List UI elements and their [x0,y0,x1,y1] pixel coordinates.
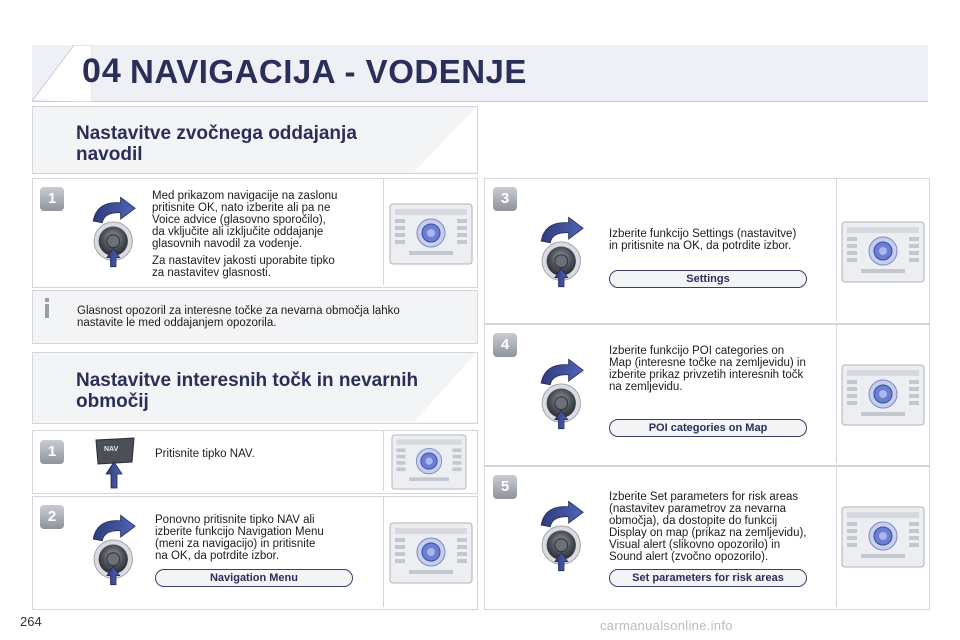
text-line: na zemljevidu. [609,381,683,393]
text-line: na OK, da potrdite izbor. [155,550,280,562]
step-voice-text [152,190,372,279]
ok-knob-press-icon [84,192,148,272]
control-panel-illustration [841,221,925,283]
step-settings-text [609,228,834,252]
control-panel-illustration [389,203,473,265]
text-line: Ponovno pritisnite tipko NAV ali [155,514,315,526]
control-panel-illustration [841,364,925,426]
step-navigation-menu-text [155,514,375,562]
section-corner-cut [414,352,478,424]
step-number-badge: 1 [40,440,64,464]
nav-key-press-icon [92,436,138,490]
page-number: 264 [20,614,42,629]
text-line: da vključite ali izključite oddajanje [152,226,324,238]
step-number-badge: 1 [40,187,64,211]
text-line: za nastavitev glasnosti. [152,267,271,279]
ok-knob-press-icon [532,212,596,292]
text-line: Izberite Set parameters for risk areas [609,491,799,503]
section-voice-title-line1: Nastavitve zvočnega oddajanja [76,123,357,144]
text-line: nastavite le med oddajanjem opozorila. [77,317,277,329]
text-line: Display on map (prikaz na zemljevidu), [609,527,807,539]
text-line: (meni za navigacijo) in pritisnite [155,538,316,550]
text-line: Sound alert (zvočno opozorilo). [609,551,769,563]
text-line: Za nastavitev jakosti uporabite tipko [152,255,335,267]
ok-knob-press-icon [532,496,596,576]
navigation-menu-label: Navigation Menu [155,569,353,587]
info-note-text [77,305,467,329]
section-voice-title [76,123,357,165]
step-number-badge: 3 [493,187,517,211]
text-line: izberite prikaz privzetih interesnih točk [609,369,804,381]
settings-label: Settings [609,270,807,288]
nav-key-label: NAV [104,446,119,453]
ok-knob-press-icon [532,354,596,434]
watermark: carmanualsonline.info [600,618,733,633]
page-title: NAVIGACIJA - VODENJE [130,53,527,90]
text-line: Map (interesne točke na zemljevidu) in [609,357,806,369]
text-line: Izberite funkcijo Settings (nastavitve) [609,228,797,240]
poi-categories-label: POI categories on Map [609,419,807,437]
text-line: Visual alert (slikovno opozorilo) in [609,539,781,551]
step-number-badge: 4 [493,333,517,357]
text-line: Voice advice (glasovno sporočilo), [152,214,326,226]
text-line: Med prikazom navigacije na zaslonu [152,190,338,202]
section-poi-title-line2: območij [76,391,149,412]
step-press-nav-text: Pritisnite tipko NAV. [155,448,255,460]
control-panel-illustration [389,522,473,584]
chapter-number: 04 [82,52,122,90]
ok-knob-press-icon [84,510,148,590]
section-poi-title [76,370,418,412]
text-line: pritisnite OK, nato izberite ali pa ne [152,202,331,214]
step-risk-areas-text [609,491,839,563]
text-line: območja), da dostopite do funkcij [609,515,778,527]
step-number-badge: 2 [40,505,64,529]
control-panel-illustration [389,434,469,490]
text-line: glasovnih navodil za vodenje. [152,238,303,250]
text-line: Izberite funkcijo POI categories on [609,345,785,357]
text-line: izberite funkcijo Navigation Menu [155,526,324,538]
step-poi-categories-text [609,345,834,393]
text-line: Glasnost opozoril za interesne točke za nevarna območja lahko [77,305,400,317]
control-panel-illustration [841,506,925,568]
risk-areas-label: Set parameters for risk areas [609,569,807,587]
section-voice-title-line2: navodil [76,144,143,165]
section-corner-cut [414,106,478,174]
text-line: (nastavitev parametrov za nevarna [609,503,787,515]
text-line: in pritisnite na OK, da potrdite izbor. [609,240,792,252]
info-icon [42,298,52,318]
step-number-badge: 5 [493,475,517,499]
section-poi-title-line1: Nastavitve interesnih točk in nevarnih [76,370,419,391]
